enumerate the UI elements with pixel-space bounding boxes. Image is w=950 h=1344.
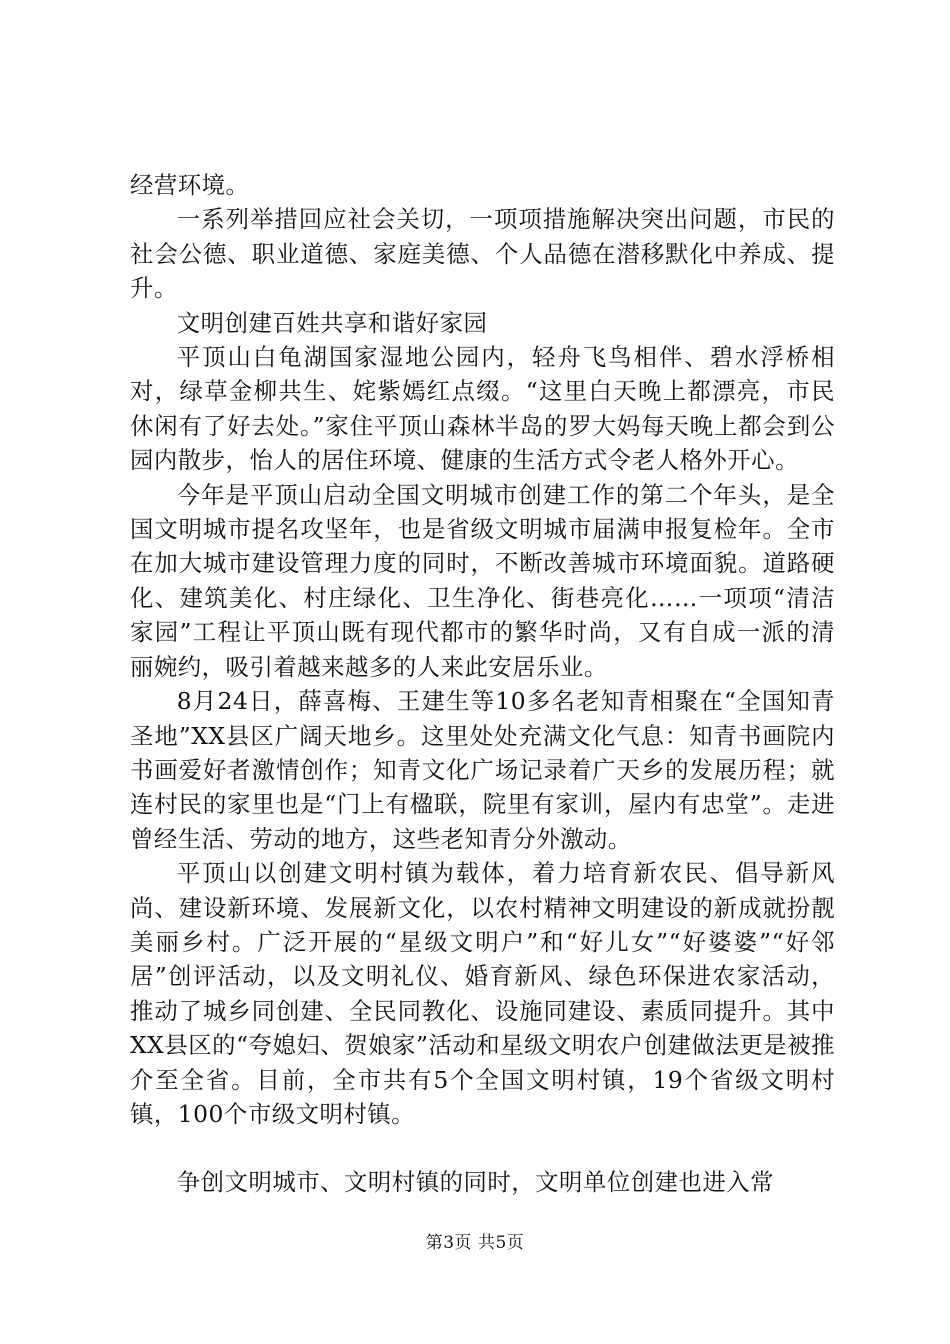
paragraph-educated-youth: 8月24日，薛喜梅、王建生等10多名老知青相聚在“全国知青圣地”XX县区广阔天地乡。这里处处充满文化气息：知青书画院内书画爱好者激情创作；知青文化广场记录着广天乡的发展历程；就连村民的家里也是“门上有楹联，院里有家训，屋内有忠堂”。走进曾经生活、劳动的地方，这些老知青分外激动。 xyxy=(130,687,835,853)
paragraph-wetland-park: 平顶山白龟湖国家湿地公园内，轻舟飞鸟相伴、碧水浮桥相对，绿草金柳共生、姹紫嫣红点缀。“这里白天晚上都漂亮，市民休闲有了好去处。”家住平顶山森林半岛的罗大妈每天晚上都会到公园内散步，怡人的居住环境、健康的生活方式令老人格外开心。 xyxy=(130,343,835,475)
paragraph-civilized-villages: 平顶山以创建文明村镇为载体，着力培育新农民、倡导新风尚、建设新环境、发展新文化，以农村精神文明建设的新成就扮靓美丽乡村。广泛开展的“星级文明户”和“好儿女”“好婆婆”“好邻居”创评活动，以及文明礼仪、婚育新风、绿色环保进农家活动，推动了城乡同创建、全民同教化、设施同建设、素质同提升。其中XX县区的“夸媳妇、贺娘家”活动和星级文明农户创建做法更是被推介至全省。目前，全市共有5个全国文明村镇，19个省级文明村镇，100个市级文明村镇。 xyxy=(130,859,835,1128)
section-heading: 文明创建百姓共享和谐好家园 xyxy=(176,308,488,337)
page-number-footer: 第3页 共5页 xyxy=(425,1233,525,1253)
paragraph-civilized-units: 争创文明城市、文明村镇的同时，文明单位创建也进入常 xyxy=(176,1168,775,1197)
paragraph-continuation: 经营环境。 xyxy=(130,171,250,199)
paragraph-measures: 一系列举措回应社会关切，一项项措施解决突出问题，市民的社会公德、职业道德、家庭美德、个人品德在潜移默化中养成、提升。 xyxy=(130,205,835,303)
paragraph-city-creation: 今年是平顶山启动全国文明城市创建工作的第二个年头，是全国文明城市提名攻坚年，也是省级文明城市届满申报复检年。全市在加大城市建设管理力度的同时，不断改善城市环境面貌。道路硬化、建筑美化、村庄绿化、卫生净化、街巷亮化……一项项“清洁家园”工程让平顶山既有现代都市的繁华时尚，又有自成一派的清丽婉约，吸引着越来越多的人来此安居乐业。 xyxy=(130,480,835,681)
document-body xyxy=(130,168,835,1200)
